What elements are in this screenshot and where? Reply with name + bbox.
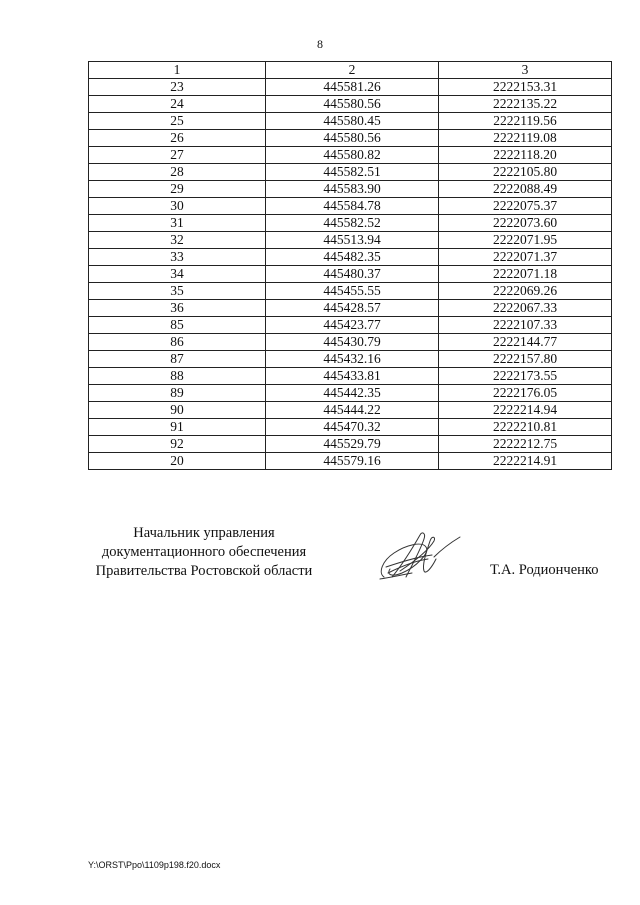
table-cell: 445580.56: [266, 130, 439, 147]
table-cell: 2222118.20: [439, 147, 612, 164]
table-cell: 36: [89, 300, 266, 317]
table-cell: 89: [89, 385, 266, 402]
table-cell: 2222088.49: [439, 181, 612, 198]
table-cell: 32: [89, 232, 266, 249]
table-cell: 2222107.33: [439, 317, 612, 334]
table-row: [89, 130, 612, 147]
table-cell: 35: [89, 283, 266, 300]
signatory-name: Т.А. Родионченко: [490, 562, 599, 578]
column-header: 3: [439, 62, 612, 79]
table-row: [89, 283, 612, 300]
table-cell: 445455.55: [266, 283, 439, 300]
table-cell: 2222069.26: [439, 283, 612, 300]
table-cell: 92: [89, 436, 266, 453]
table-cell: 2222144.77: [439, 334, 612, 351]
table-cell: 445428.57: [266, 300, 439, 317]
table-cell: 445580.45: [266, 113, 439, 130]
table-cell: 33: [89, 249, 266, 266]
table-cell: 445433.81: [266, 368, 439, 385]
table-cell: 2222153.31: [439, 79, 612, 96]
coordinates-table: [88, 61, 612, 470]
table-cell: 2222071.18: [439, 266, 612, 283]
table-cell: 2222119.56: [439, 113, 612, 130]
table-cell: 445430.79: [266, 334, 439, 351]
table-cell: 445581.26: [266, 79, 439, 96]
table-row: [89, 147, 612, 164]
table-cell: 91: [89, 419, 266, 436]
table-cell: 30: [89, 198, 266, 215]
table-cell: 2222073.60: [439, 215, 612, 232]
table-cell: 90: [89, 402, 266, 419]
table-cell: 26: [89, 130, 266, 147]
table-cell: 2222071.37: [439, 249, 612, 266]
table-cell: 25: [89, 113, 266, 130]
table-cell: 445423.77: [266, 317, 439, 334]
table-cell: 23: [89, 79, 266, 96]
table-row: [89, 317, 612, 334]
column-header: 1: [89, 62, 266, 79]
table-cell: 20: [89, 453, 266, 470]
table-cell: 445579.16: [266, 453, 439, 470]
table-cell: 24: [89, 96, 266, 113]
table-row: [89, 181, 612, 198]
file-path: Y:\ORST\Ppo\1109p198.f20.docx: [88, 860, 221, 870]
table-cell: 2222210.81: [439, 419, 612, 436]
table-cell: 2222157.80: [439, 351, 612, 368]
table-cell: 2222176.05: [439, 385, 612, 402]
signatory-title-line: Начальник управления: [133, 525, 275, 541]
table-cell: 28: [89, 164, 266, 181]
table-row: [89, 300, 612, 317]
table-row: [89, 419, 612, 436]
table-row: [89, 164, 612, 181]
table-cell: 445582.51: [266, 164, 439, 181]
table-row: [89, 215, 612, 232]
table-cell: 445480.37: [266, 266, 439, 283]
table-cell: 445513.94: [266, 232, 439, 249]
table-cell: 445442.35: [266, 385, 439, 402]
table-row: [89, 96, 612, 113]
table-cell: 445529.79: [266, 436, 439, 453]
table-row: [89, 266, 612, 283]
table-cell: 88: [89, 368, 266, 385]
table-cell: 2222105.80: [439, 164, 612, 181]
table-header-row: [89, 62, 612, 79]
handwritten-signature: [372, 527, 464, 585]
table-cell: 445580.82: [266, 147, 439, 164]
table-body: [89, 79, 612, 470]
table-cell: 2222071.95: [439, 232, 612, 249]
table-row: [89, 402, 612, 419]
table-cell: 445432.16: [266, 351, 439, 368]
table-row: [89, 385, 612, 402]
table-cell: 85: [89, 317, 266, 334]
table-cell: 2222173.55: [439, 368, 612, 385]
table-cell: 445582.52: [266, 215, 439, 232]
column-header: 2: [266, 62, 439, 79]
table-cell: 2222214.91: [439, 453, 612, 470]
table-row: [89, 198, 612, 215]
table-row: [89, 453, 612, 470]
table-cell: 34: [89, 266, 266, 283]
table-cell: 2222067.33: [439, 300, 612, 317]
table-cell: 86: [89, 334, 266, 351]
table-cell: 2222212.75: [439, 436, 612, 453]
table-row: [89, 232, 612, 249]
table-cell: 2222214.94: [439, 402, 612, 419]
table-row: [89, 249, 612, 266]
table-row: [89, 113, 612, 130]
table-row: [89, 436, 612, 453]
table-cell: 445583.90: [266, 181, 439, 198]
table-cell: 31: [89, 215, 266, 232]
table-cell: 29: [89, 181, 266, 198]
table-cell: 445444.22: [266, 402, 439, 419]
signatory-title-line: Правительства Ростовской области: [95, 563, 313, 579]
table-row: [89, 334, 612, 351]
table-cell: 445482.35: [266, 249, 439, 266]
signatory-title: [86, 524, 322, 581]
table-row: [89, 368, 612, 385]
table-cell: 27: [89, 147, 266, 164]
page-number: 8: [317, 37, 323, 51]
table-cell: 445470.32: [266, 419, 439, 436]
table-row: [89, 79, 612, 96]
table-cell: 2222135.22: [439, 96, 612, 113]
signatory-title-line: документационного обеспечения: [101, 544, 307, 560]
table-cell: 445584.78: [266, 198, 439, 215]
table-cell: 87: [89, 351, 266, 368]
table-cell: 2222075.37: [439, 198, 612, 215]
table-cell: 445580.56: [266, 96, 439, 113]
table-row: [89, 351, 612, 368]
table-cell: 2222119.08: [439, 130, 612, 147]
